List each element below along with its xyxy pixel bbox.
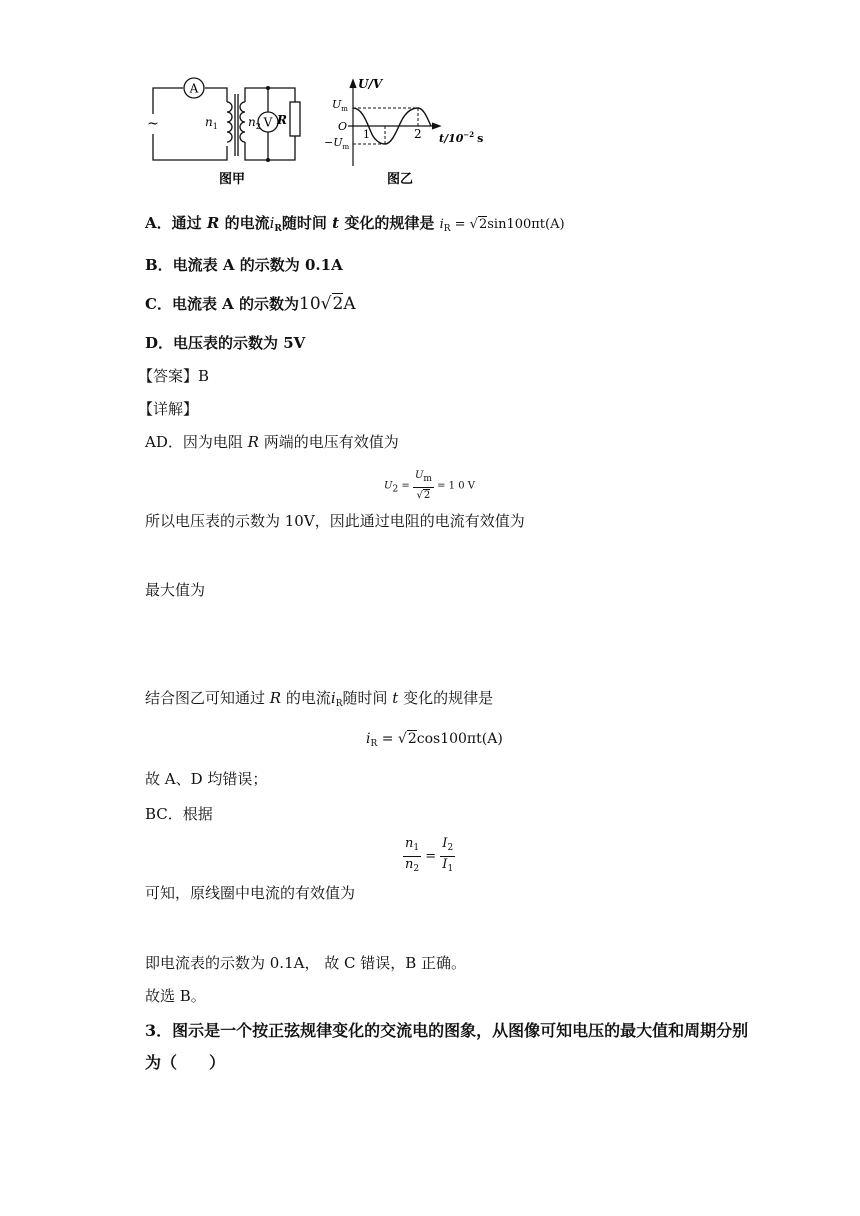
um-label: $U_m$	[332, 98, 348, 113]
origin-label: O	[338, 120, 348, 133]
equation-ratio: $\frac{n_1}{n_2}$ = $\frac{I_2}{I_1}$	[405, 836, 454, 874]
option-c: C．电流表 A 的示数为10√2A	[145, 294, 356, 314]
line-bc: BC．根据	[145, 805, 213, 823]
question-3-line2: 为（ ）	[145, 1053, 226, 1072]
n1-label: $n_1$	[205, 115, 218, 131]
voltmeter-label: V	[263, 115, 273, 130]
resistor-label: R	[277, 113, 287, 127]
line-know: 可知，原线圈中电流的有效值为	[145, 884, 356, 902]
explain-label: 【详解】	[138, 400, 199, 418]
line-max: 最大值为	[145, 581, 206, 599]
ammeter-label: A	[189, 81, 199, 96]
ad-line: AD．因为电阻 R 两端的电压有效值为	[145, 433, 399, 451]
equation-u2: U2 = $\frac{Um}{√2}$ = 1 0 V	[384, 470, 475, 501]
graph-caption: 图乙	[386, 172, 414, 187]
line-ammeter: 即电流表的示数为 0.1A， 故 C 错误，B 正确。	[145, 954, 467, 972]
source-symbol: ~	[147, 116, 159, 132]
question-3-line1: 3．图示是一个按正弦规律变化的交流电的图象，从图像可知电压的最大值和周期分别	[145, 1021, 749, 1040]
line-voltmeter: 所以电压表的示数为 10V，因此通过电阻的电流有效值为	[145, 512, 525, 530]
n2-label: $n_2$	[248, 115, 261, 131]
tick-2: 2	[414, 127, 422, 141]
graph-ylabel: U/V	[358, 77, 383, 91]
neg-um-label: $-U_m$	[324, 136, 350, 151]
option-d: D．电压表的示数为 5V	[145, 334, 306, 352]
line-ad-wrong: 故 A、D 均错误；	[145, 770, 268, 788]
line-choose: 故选 B。	[145, 987, 206, 1005]
equation-ir: $i_R = √2\cos 100\pi t(A)$	[366, 731, 503, 749]
option-b: B．电流表 A 的示数为 0.1A	[145, 256, 343, 274]
tick-1: 1	[363, 128, 370, 141]
circuit-diagram	[145, 74, 305, 189]
option-a: A．通过 R 的电流$i_R$随时间 t 变化的规律是 $i_R = √2\sin 100\pi t(A)$	[145, 214, 565, 234]
circuit-caption: 图甲	[218, 172, 246, 187]
line-combine: 结合图乙可知通过 R 的电流$i_R$随时间 t 变化的规律是	[145, 689, 494, 709]
voltage-graph	[318, 70, 490, 190]
answer-line: 【答案】B	[138, 367, 210, 385]
graph-xlabel: $t/10^{-2}$ s	[439, 130, 484, 145]
